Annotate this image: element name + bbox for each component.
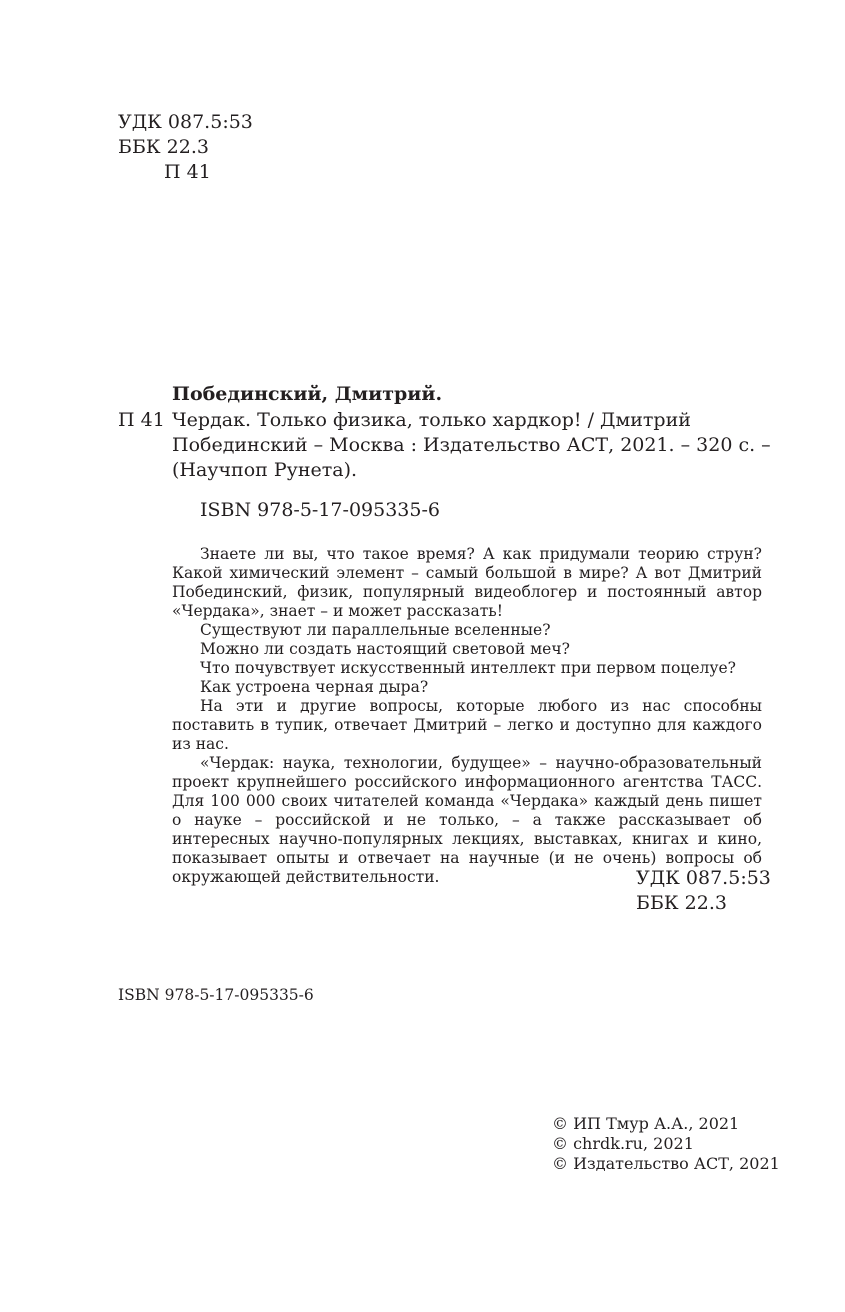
classification-codes-bottom [636,866,771,916]
annotation-question: Что почувствует искусственный интеллект при первом поцелуе? [200,659,736,677]
copyright-line: © Издательство АСТ, 2021 [552,1154,780,1173]
annotation-paragraph: «Чердак: наука, технологии, будущее» – научно-образовательный проект крупнейшего российского информационного агентства ТАСС. Для 100 000 своих читателей команда «Чердака» каждый день пишет о науке – российской и не только, – а также рассказывает об интересных научно-популярных лекциях, выставках, книгах и кино, показывает опыты и отвечает на научные (и не очень) вопросы об окружающей действительности. [172,754,762,886]
annotation [172,545,762,887]
bib-line: Чердак. Только физика, только хардкор! / Дмитрий [172,409,691,431]
annotation-question: Можно ли создать настоящий световой меч? [200,640,570,658]
bbk-code: ББК 22.3 [636,892,727,914]
bib-line: Побединский – Москва : Издательство АСТ, 2021. – 320 с. – [172,434,771,456]
annotation-paragraph: На эти и другие вопросы, которые любого из нас способны поставить в тупик, отвечает Дмитрий – легко и доступно для каждого из нас. [172,697,762,753]
annotation-question: Существуют ли параллельные вселенные? [200,621,551,639]
isbn-bottom: ISBN 978-5-17-095335-6 [118,986,314,1004]
annotation-paragraph: Знаете ли вы, что такое время? А как придумали теорию струн? Какой химический элемент – самый большой в мире? А вот Дмитрий Побединский, физик, популярный видеоблогер и постоянный автор «Чердака», знает – и может рассказать! [172,545,762,620]
bib-line: (Научпоп Рунета). [172,459,358,481]
author-heading: Побединский, Дмитрий. [172,383,443,405]
copyright-line: © chrdk.ru, 2021 [552,1134,694,1153]
annotation-question: Как устроена черная дыра? [200,678,429,696]
isbn-record: ISBN 978-5-17-095335-6 [200,499,440,521]
bibliographic-description [172,408,771,483]
author-mark: П 41 [164,161,211,183]
udk-code: УДК 087.5:53 [636,867,771,889]
bbk-code: ББК 22.3 [118,136,209,158]
copyright-line: © ИП Тмур А.А., 2021 [552,1114,740,1133]
copyright-block [552,1114,780,1174]
classification-codes-top [118,110,253,185]
bib-author-mark: П 41 [118,409,165,431]
udk-code: УДК 087.5:53 [118,111,253,133]
